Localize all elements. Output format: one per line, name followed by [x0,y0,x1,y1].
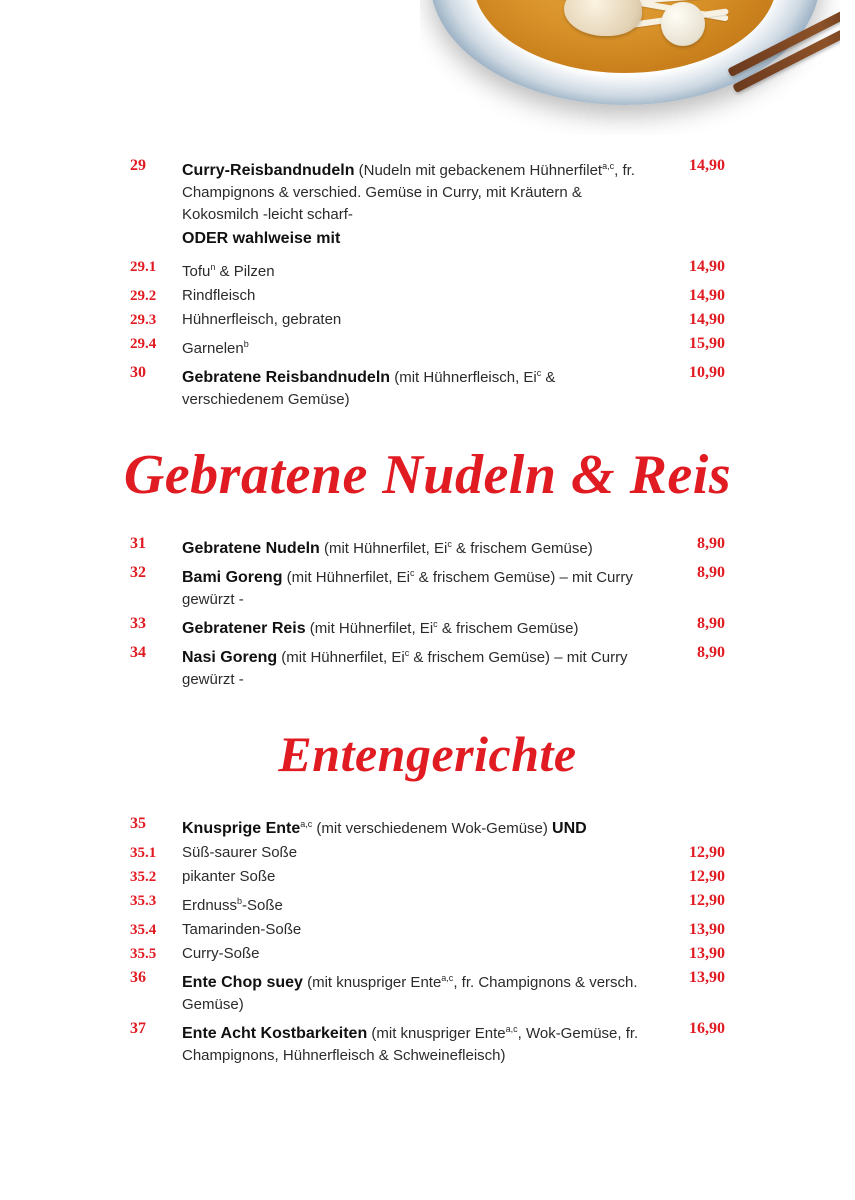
item-name: Knusprige Ente [182,820,301,837]
menu-content [0,155,855,1069]
item-detail: (Nudeln mit gebackenem Hühnerfilet [358,162,603,179]
item-price: 14,90 [689,157,725,174]
menu-item-row[interactable] [0,613,855,640]
item-number: 32 [130,564,146,581]
menu-item-row[interactable] [0,842,855,864]
item-description [182,309,661,331]
allergen-mark: c [410,568,415,578]
item-detail-emphasis: UND [552,820,587,837]
item-detail-cont: , fr. Champignons & versch. Gemüse) [182,974,638,1013]
item-detail-cont: & frischem Gemüse) [437,620,579,637]
item-description [182,285,661,307]
item-detail-cont: & frischem Gemüse) [451,540,593,557]
item-description [182,613,661,640]
item-description [182,155,661,226]
item-description [182,943,661,965]
item-detail: (mit Hühnerfilet, Ei [277,649,405,666]
item-number: 35.3 [130,893,157,909]
item-detail: (mit verschiedenem Wok-Gemüse) [312,820,553,837]
variant-header-row [0,228,855,250]
item-number: 35 [130,815,146,832]
item-number: 31 [130,535,146,552]
menu-item-row[interactable] [0,309,855,331]
item-number: 29 [130,157,146,174]
allergen-mark: a,c [441,973,454,983]
item-name: Curry-Reisbandnudeln [182,162,355,179]
allergen-mark: b [243,339,249,349]
item-description [182,642,661,691]
item-detail-cont: & verschiedenem Gemüse) [182,369,556,408]
item-detail-cont: , fr. Champignons & verschied. Gemüse in Curry, mit Kräutern & Kokosmilch -leicht scharf- [182,162,635,223]
item-price: 14,90 [689,258,725,275]
item-name: Gebratene Nudeln [182,540,320,557]
item-price: 14,90 [689,287,725,304]
menu-item-row[interactable] [0,890,855,917]
menu-item-row[interactable] [0,642,855,691]
item-description [182,333,661,360]
allergen-mark: c [404,648,410,658]
menu-item-row[interactable] [0,285,855,307]
item-detail-cont: & Pilzen [215,263,275,280]
item-price: 15,90 [689,335,725,352]
item-detail-cont: , Wok-Gemüse, fr. Champignons, Hühnerfleisch & Schweinefleisch) [182,1025,639,1064]
allergen-mark: n [210,262,216,272]
item-name: Gebratene Reisbandnudeln [182,369,391,386]
item-detail: (mit Hühnerfilet, Ei [305,620,434,637]
item-detail-cont: & frischem Gemüse) – mit Curry gewürzt - [182,649,628,688]
item-detail: (mit knuspriger Ente [367,1025,506,1042]
item-price: 10,90 [689,364,725,381]
item-name: Bami Goreng [182,569,283,586]
item-price: 8,90 [697,615,725,632]
menu-item-row[interactable] [0,256,855,283]
item-detail: (mit Hühnerfilet, Ei [282,569,411,586]
menu-item-row[interactable] [0,362,855,411]
item-number: 29.1 [130,259,157,275]
menu-item-row[interactable] [0,562,855,611]
item-number: 35.5 [130,946,157,962]
menu-item-row[interactable] [0,866,855,888]
item-detail-cont: & frischem Gemüse) – mit Curry gewürzt - [182,569,633,608]
allergen-mark: b [237,896,243,906]
item-detail: Tamarinden-Soße [182,921,302,938]
allergen-mark: a,c [505,1024,518,1034]
menu-item-row[interactable] [0,1018,855,1067]
item-price: 13,90 [689,969,725,986]
item-detail: Garnelen [182,340,244,357]
item-description [182,866,661,888]
item-number: 34 [130,644,146,661]
item-price: 12,90 [689,892,725,909]
variant-header-label: ODER wahlweise mit [182,230,341,247]
item-detail: (mit Hühnerfleisch, Ei [390,369,537,386]
item-number: 29.4 [130,336,157,352]
item-number: 29.2 [130,288,157,304]
item-description [182,362,661,411]
item-detail: Tofu [182,263,211,280]
allergen-mark: a,c [602,161,615,171]
item-price: 16,90 [689,1020,725,1037]
item-description [182,533,661,560]
item-description [182,967,661,1016]
menu-item-row[interactable] [0,333,855,360]
menu-item-row[interactable] [0,967,855,1016]
item-description [182,256,661,283]
allergen-mark: a,c [300,819,313,829]
item-detail: (mit knuspriger Ente [302,974,442,991]
allergen-mark: c [447,539,452,549]
item-number: 37 [130,1020,146,1037]
menu-item-row[interactable] [0,533,855,560]
item-price: 8,90 [697,564,725,581]
item-name: Nasi Goreng [182,649,278,666]
allergen-mark: c [536,368,542,378]
item-number: 35.1 [130,845,157,861]
item-price: 12,90 [689,844,725,861]
item-price: 12,90 [689,868,725,885]
item-number: 30 [130,364,146,381]
noodle-soup-photo [420,0,840,135]
bowl-inner [473,0,777,73]
item-name: Ente Acht Kostbarkeiten [182,1025,368,1042]
item-detail: Hühnerfleisch, gebraten [182,311,342,328]
item-detail: pikanter Soße [182,868,276,885]
item-price: 14,90 [689,311,725,328]
item-description [182,919,661,941]
item-number: 35.4 [130,922,157,938]
item-description [182,842,661,864]
item-price: 13,90 [689,945,725,962]
allergen-mark: c [433,619,438,629]
section-heading-fried-noodles-rice: Gebratene Nudeln & Reis [123,444,732,506]
item-name: Gebratener Reis [182,620,306,637]
item-detail: Süß-saurer Soße [182,844,298,861]
item-number: 35.2 [130,869,157,885]
item-detail-cont: -Soße [242,897,283,914]
item-detail: Rindfleisch [182,287,256,304]
item-number: 36 [130,969,146,986]
item-number: 29.3 [130,312,157,328]
meat-slice [564,0,642,36]
item-description [182,1018,661,1067]
menu-item-row[interactable] [0,813,855,840]
item-description [182,890,661,917]
item-name: Ente Chop suey [182,974,303,991]
item-price: 8,90 [697,535,725,552]
section-heading-duck: Entengerichte [278,726,577,782]
item-price: 8,90 [697,644,725,661]
fish-ball [661,2,705,46]
item-description [182,562,661,611]
item-description [182,813,661,840]
item-detail: Erdnuss [182,897,238,914]
menu-item-row[interactable] [0,155,855,226]
menu-item-row[interactable] [0,919,855,941]
item-price: 13,90 [689,921,725,938]
item-detail: (mit Hühnerfilet, Ei [319,540,448,557]
item-number: 33 [130,615,146,632]
menu-item-row[interactable] [0,943,855,965]
item-detail: Curry-Soße [182,945,260,962]
